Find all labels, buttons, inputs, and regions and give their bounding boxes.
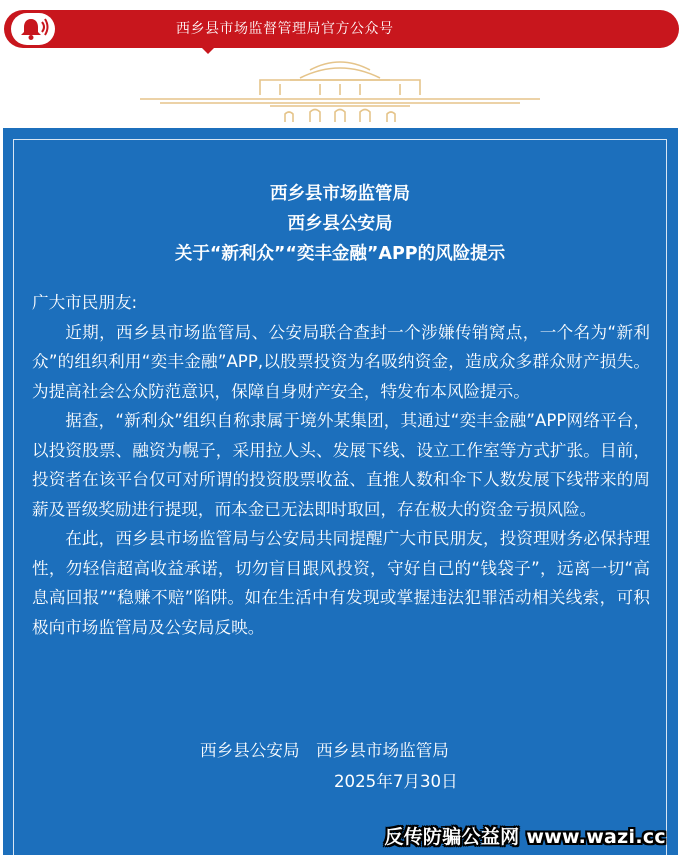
tiananmen-building-icon <box>140 56 540 124</box>
bell-icon-badge <box>11 13 55 45</box>
salutation: 广大市民朋友: <box>32 293 138 312</box>
paragraph-2: 据查，“新利众”组织自称隶属于境外某集团，其通过“奕丰金融”APP网络平台，以投资股票、融资为幌子，采用拉人头、发展下线、设立工作室等方式扩张。目前，投资者在该平台仅可对所谓的投资股票收益、直推人数和伞下人数发展下线带来的周薪及晋级奖励进行提现，而本金已无法即时取回，存在极大的资金亏损风险。 <box>32 411 650 519</box>
notice-frame <box>13 139 667 855</box>
heading-line-2: 西乡县公安局 <box>287 214 393 234</box>
paragraph-1: 近期，西乡县市场监管局、公安局联合查封一个涉嫌传销窝点，一个名为“新利众”的组织利用“奕丰金融”APP,以股票投资为名吸纳资金，造成众多群众财产损失。为提高社会公众防范意识，保障自身财产安全，特发布本风险提示。 <box>32 322 650 401</box>
signature-date: 2025年7月30日 <box>334 772 458 791</box>
heading-line-3: 关于“新利众”“奕丰金融”APP的风险提示 <box>174 244 506 264</box>
notice-body <box>32 288 650 642</box>
notice-panel <box>3 128 678 855</box>
paragraph-3: 在此，西乡县市场监管局与公安局共同提醒广大市民朋友，投资理财务必保持理性，勿轻信超高收益承诺，切勿盲目跟风投资，守好自己的“钱袋子”，远离一切“高息高回报”“稳赚不赔”陷阱。如在生活中有发现或掌握违法犯罪活动相关线索，可积极向市场监管局及公安局反映。 <box>32 529 650 637</box>
account-name: 西乡县市场监督管理局官方公众号 <box>176 21 394 37</box>
banner-notch <box>200 46 216 54</box>
bell-icon <box>19 16 49 42</box>
signature-issuers: 西乡县公安局 西乡县市场监管局 <box>200 741 449 760</box>
heading-line-1: 西乡县市场监管局 <box>270 184 410 204</box>
watermark: 反传防骗公益网 www.wazi.cc <box>384 826 666 848</box>
account-banner <box>4 10 679 48</box>
